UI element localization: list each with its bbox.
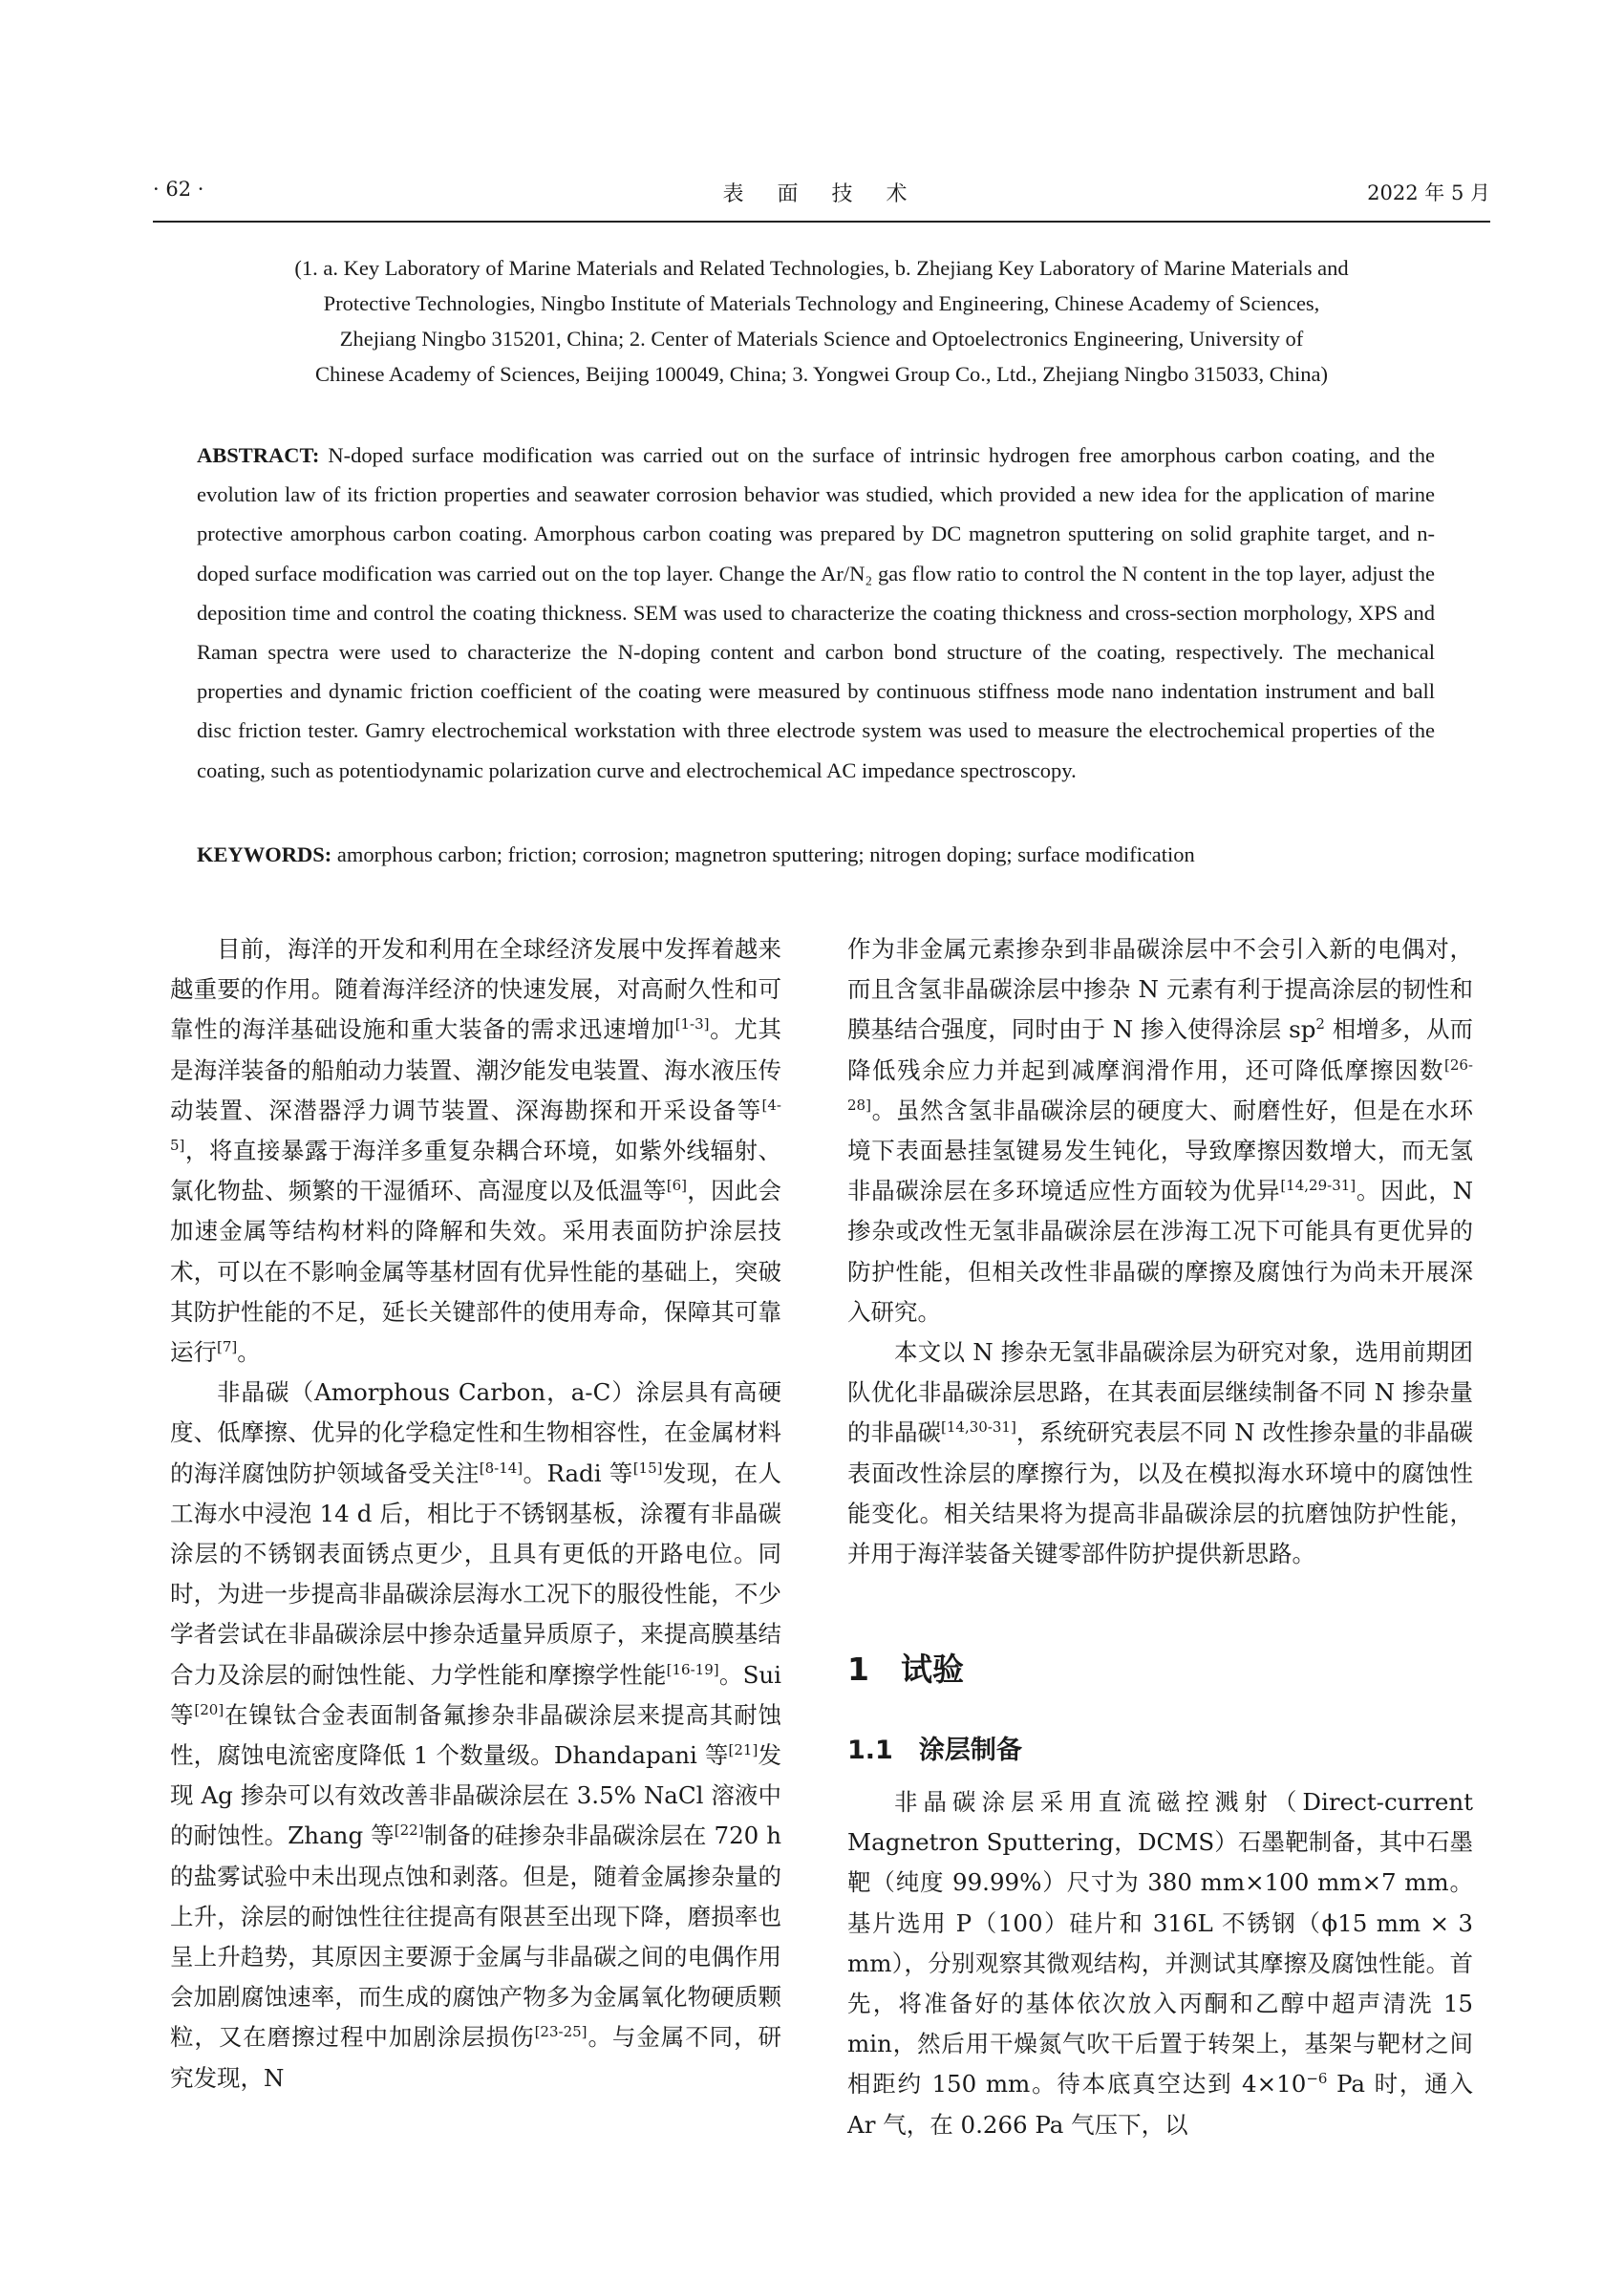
- issue-date: 2022 年 5 月: [1367, 181, 1490, 204]
- paragraph: 本文以 N 掺杂无氢非晶碳涂层为研究对象，选用前期团队优化非晶碳涂层思路，在其表面层继续制备不同 N 掺杂量的非晶碳[14,30-31]，系统研究表层不同 N 改性掺杂量的非晶碳表面改性涂层的摩擦行为，以及在模拟海水环境中的腐蚀性能变化。相关结果将为提高非晶碳涂层的抗磨蚀防护性能，并用于海洋装备关键零部件防护提供新思路。: [847, 1338, 1473, 1568]
- citation[interactable]: [26-28]: [847, 1055, 1473, 1114]
- abstract-text: N-doped surface modification was carried out on the surface of intrinsic hydrogen free amorphous carbon coating, and the evolution law of its friction properties and seawater corrosion behavior was studied, which provided a new idea for the application of marine protective amorphous carbon coating. Amorphous carbon coating was prepared by DC magnetron sputtering on solid graphite target, and n-doped surface modification was carried out on the top layer. Change the Ar/N₂ gas flow ratio to control the N content in the top layer, adjust the deposition time and control the coating thickness. SEM was used to characterize the coating thickness and cross-section morphology, XPS and Raman spectra were used to characterize the N-doping content and carbon bond structure of the coating, respectively. The mechanical properties and dynamic friction coefficient of the coating were measured by continuous stiffness mode nano indentation instrument and ball disc friction tester. Gamry electrochemical workstation with three electrode system was used to measure the electrochemical properties of the coating, such as potentiodynamic polarization curve and electrochemical AC impedance spectroscopy.: [197, 443, 1436, 782]
- section-heading: 1 试验: [847, 1651, 964, 1688]
- affiliation-line: Protective Technologies, Ningbo Institute of Materials Technology and Engineering, Chinese Academy of Sciences,: [323, 291, 1320, 315]
- abstract: [197, 436, 1435, 790]
- superscript: 2: [1315, 1015, 1325, 1033]
- page-header: [153, 178, 1490, 216]
- citation[interactable]: [1-3]: [674, 1015, 710, 1033]
- citation[interactable]: [22]: [394, 1822, 424, 1840]
- citation[interactable]: [21]: [728, 1740, 759, 1758]
- right-column-continued: [847, 1782, 1473, 2145]
- header-rule: [153, 221, 1490, 223]
- affiliation-line: Chinese Academy of Sciences, Beijing 100049, China; 3. Yongwei Group Co., Ltd., Zhejiang Ningbo 315033, China): [315, 362, 1328, 386]
- paragraph: 作为非金属元素掺杂到非晶碳涂层中不会引入新的电偶对，而且含氢非晶碳涂层中掺杂 N 元素有利于提高涂层的韧性和膜基结合强度，同时由于 N 掺入使得涂层 $sp^2$ 相增多，从而降低残余应力并起到减摩润滑作用，还可降低摩擦因数[26-28]。虽然含氢非晶碳涂层的硬度大、耐磨性好，但是在水环境下表面悬挂氢键易发生钝化，导致摩擦因数增大，而无氢非晶碳涂层在多环境适应性方面较为优异[14,29-31]。因此，N 掺杂或改性无氢非晶碳涂层在涉海工况下可能具有更优异的防护性能，但相关改性非晶碳的摩擦及腐蚀行为尚未开展深入研究。: [847, 935, 1474, 1326]
- citation[interactable]: [7]: [217, 1337, 238, 1355]
- affiliation-line: Zhejiang Ningbo 315201, China; 2. Center of Materials Science and Optoelectronics Engineering, University of: [339, 327, 1304, 351]
- keywords: [197, 835, 1435, 874]
- keywords-text: amorphous carbon; friction; corrosion; magnetron sputtering; nitrogen doping; surface modification: [336, 842, 1195, 866]
- citation[interactable]: [16-19]: [666, 1660, 719, 1678]
- citation[interactable]: [4-5]: [170, 1096, 781, 1154]
- paragraph: 目前，海洋的开发和利用在全球经济发展中发挥着越来越重要的作用。随着海洋经济的快速发展，对高耐久性和可靠性的海洋基础设施和重大装备的需求迅速增加[1-3]。尤其是海洋装备的船舶动力装置、潮汐能发电装置、海水液压传动装置、深潜器浮力调节装置、深海勘探和开采设备等[4-5]，将直接暴露于海洋多重复杂耦合环境，如紫外线辐射、氯化物盐、频繁的干湿循环、高湿度以及低温等[6]，因此会加速金属等结构材料的降解和失效。采用表面防护涂层技术，可以在不影响金属等基材固有优异性能的基础上，突破其防护性能的不足，延长关键部件的使用寿命，保障其可靠运行[7]。: [170, 935, 782, 1367]
- affiliation-line: (1. a. Key Laboratory of Marine Materials and Related Technologies, b. Zhejiang Key Laboratory of Marine Materials and: [294, 256, 1349, 280]
- citation[interactable]: [20]: [194, 1700, 224, 1718]
- subsection-heading: 1.1 涂层制备: [847, 1736, 1022, 1765]
- abstract-label: ABSTRACT:: [197, 443, 320, 467]
- citation[interactable]: [14,29-31]: [1280, 1177, 1357, 1195]
- left-column: [170, 929, 781, 2099]
- citation[interactable]: [23-25]: [534, 2023, 588, 2041]
- superscript: −6: [1306, 2070, 1328, 2088]
- journal-title: 表 面 技 术: [722, 182, 921, 206]
- citation[interactable]: [8-14]: [479, 1459, 524, 1477]
- right-column: [847, 929, 1473, 1574]
- paragraph: 非晶碳涂层采用直流磁控溅射（Direct-current Magnetron Sputtering，DCMS）石墨靶制备，其中石墨靶（纯度 99.99%）尺寸为 380 mm×100 mm×7 mm。基片选用 P（100）硅片和 316L 不锈钢（ϕ15 mm × 3 mm），分别观察其微观结构，并测试其摩擦及腐蚀性能。首先，将准备好的基体依次放入丙酮和乙醇中超声清洗 15 min，然后用干燥氮气吹干后置于转架上，基架与靶材之间相距约 150 mm。待本底真空达到 $4\times 10^{-6}$ Pa 时，通入 Ar 气，在 0.266 Pa 气压下，以: [847, 1788, 1473, 2139]
- page-number: · 62 ·: [153, 178, 204, 201]
- affiliations: [210, 250, 1433, 392]
- citation[interactable]: [6]: [666, 1177, 687, 1195]
- paragraph: 非晶碳（Amorphous Carbon，a-C）涂层具有高硬度、低摩擦、优异的化学稳定性和生物相容性，在金属材料的海洋腐蚀防护领域备受关注[8-14]。Radi 等[15]发现，在人工海水中浸泡 14 d 后，相比于不锈钢基板，涂覆有非晶碳涂层的不锈钢表面锈点更少，且具有更低的开路电位。同时，为进一步提高非晶碳涂层海水工况下的服役性能，不少学者尝试在非晶碳涂层中掺杂适量异质原子，来提高膜基结合力及涂层的耐蚀性能、力学性能和摩擦学性能[16-19]。Sui 等[20]在镍钛合金表面制备氟掺杂非晶碳涂层来提高其耐蚀性，腐蚀电流密度降低 1 个数量级。Dhandapani 等[21]发现 Ag 掺杂可以有效改善非晶碳涂层在 3.5% NaCl 溶液中的耐蚀性。Zhang 等[22]制备的硅掺杂非晶碳涂层在 720 h 的盐雾试验中未出现点蚀和剥落。但是，随着金属掺杂量的上升，涂层的耐蚀性往往提高有限甚至出现下降，磨损率也呈上升趋势，其原因主要源于金属与非晶碳之间的电偶作用会加剧腐蚀速率，而生成的腐蚀产物多为金属氧化物硬质颗粒，又在磨擦过程中加剧涂层损伤[23-25]。与金属不同，研究发现，N: [170, 1378, 782, 2092]
- citation[interactable]: [14,30-31]: [941, 1418, 1016, 1437]
- citation[interactable]: [15]: [632, 1459, 663, 1477]
- keywords-label: KEYWORDS:: [197, 842, 332, 866]
